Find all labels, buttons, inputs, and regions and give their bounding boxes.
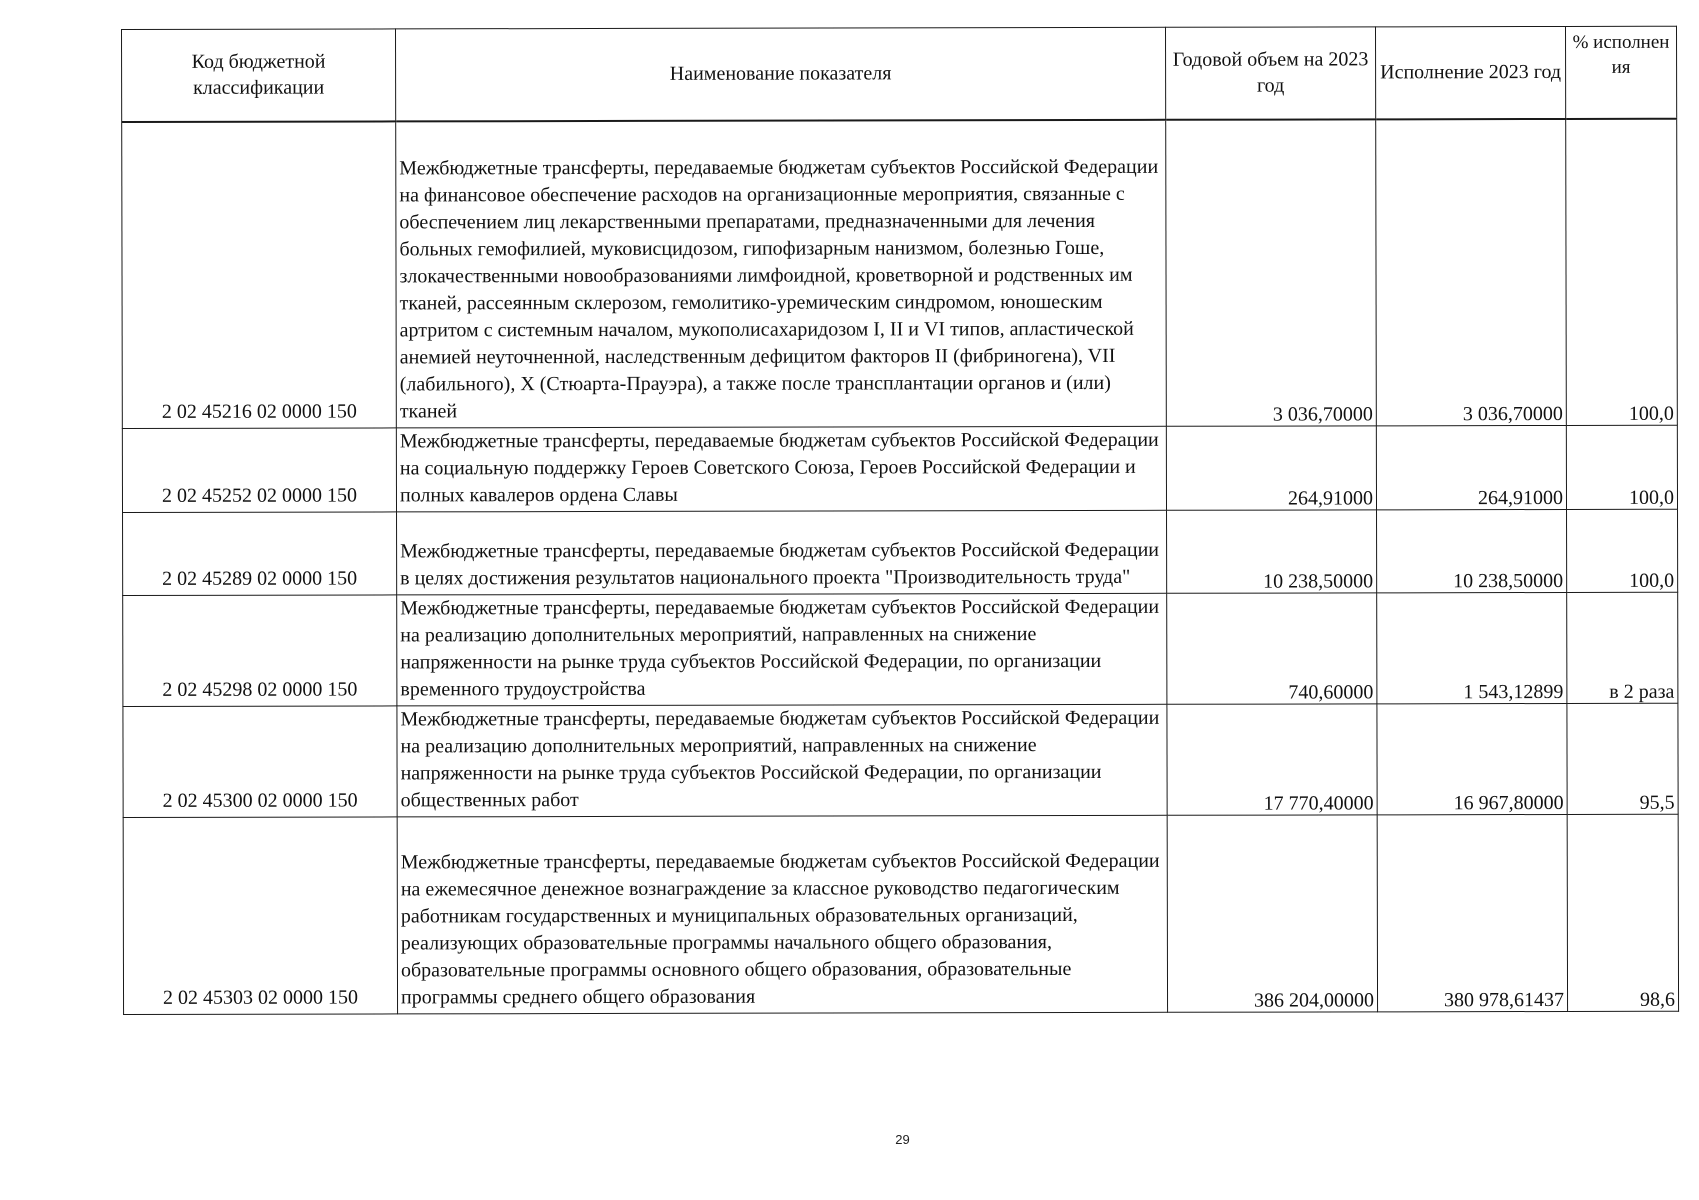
row-code: 2 02 45300 02 0000 150 [123,705,397,817]
row-percent-value: в 2 раза [1609,680,1675,703]
row-code: 2 02 45216 02 0000 150 [122,121,397,428]
row-percent-value: 98,6 [1640,988,1676,1011]
row-execution-value: 16 967,80000 [1453,791,1564,814]
header-code: Код бюджетной классификации [122,29,396,122]
row-execution [1377,703,1567,814]
header-execution: Исполнение 2023 год [1375,26,1565,119]
row-code: 2 02 45289 02 0000 150 [123,511,397,595]
row-percent-value: 100,0 [1629,569,1675,592]
row-code: 2 02 45252 02 0000 150 [122,427,396,512]
table-row [123,703,1678,817]
row-execution [1376,425,1566,509]
row-percent [1566,119,1678,425]
row-execution-value: 1 543,12899 [1463,680,1564,703]
table-header-row [122,26,1677,122]
row-annual-value: 740,60000 [1288,680,1374,704]
row-annual [1167,509,1377,592]
row-execution-value: 264,91000 [1477,486,1564,509]
row-percent [1567,814,1678,1011]
row-annual [1167,703,1377,814]
row-name: Межбюджетные трансферты, передаваемые бюджетам субъектов Российской Федерации на социальную поддержку Героев Советского Союза, Героев Российской Федерации и полных кавалеров ордена Славы [396,426,1166,512]
row-execution-value: 380 978,61437 [1444,988,1565,1011]
row-name: Межбюджетные трансферты, передаваемые бюджетам субъектов Российской Федерации в целях достижения результатов национального проекта "Производительность труда" [397,510,1167,595]
row-annual [1166,425,1376,509]
row-percent [1566,425,1677,509]
table-row [123,592,1678,706]
table-row [122,425,1677,512]
row-percent [1567,592,1678,703]
budget-execution-table [121,26,1679,1015]
table-row [123,814,1678,1014]
row-execution [1377,509,1567,592]
row-execution-value: 10 238,50000 [1453,569,1564,592]
row-name: Межбюджетные трансферты, передаваемые бюджетам субъектов Российской Федерации на финансовое обеспечение расходов на организационные мероприятия, связанные с обеспечением лиц лекарственными препаратами, предназначенными для лечения больных гемофилией, муковисцидозом, гипофизарным нанизмом, болезнью Гоше, злокачественными новообразованиями лимфоидной, кроветворной и родственных им тканей, рассеянным склерозом, гемолитико-уремическим синдромом, юношеским артритом с системным началом, мукополисахаридозом I, II и VI типов, апластической анемией неуточненной, наследственным дефицитом факторов II (фибриногена), VII (лабильного), X (Стюарта-Прауэра), а также после трансплантации органов и (или) тканей [396,120,1167,428]
header-name: Наименование показателя [396,27,1166,121]
table-row [122,119,1678,428]
row-execution [1376,119,1567,425]
row-annual-value: 17 770,40000 [1263,791,1374,815]
row-name: Межбюджетные трансферты, передаваемые бюджетам субъектов Российской Федерации на реализацию дополнительных мероприятий, направленных на снижение напряженности на рынке труда субъектов Российской Федерации, по организации временного трудоустройства [397,593,1167,706]
row-execution [1377,592,1567,703]
table-row [123,509,1678,595]
row-annual [1167,592,1377,703]
row-percent-value: 95,5 [1639,791,1675,814]
page-number: 29 [895,1132,910,1147]
row-execution [1377,814,1567,1011]
row-annual-value: 3 036,70000 [1272,402,1373,426]
row-percent-value: 100,0 [1628,486,1675,509]
row-annual [1167,814,1377,1011]
row-percent [1567,703,1678,814]
row-annual [1166,119,1377,425]
row-percent [1567,509,1678,592]
row-percent-value: 100,0 [1628,402,1674,425]
header-annual-volume: Годовой объем на 2023 год [1165,27,1375,120]
row-code: 2 02 45303 02 0000 150 [123,816,397,1014]
row-name: Межбюджетные трансферты, передаваемые бюджетам субъектов Российской Федерации на ежемесячное денежное вознаграждение за классное руководство педагогическим работникам государственных и муниципальных образовательных организаций, реализующих образовательные программы начального общего образования, образовательные программы основного общего образования, образовательные программы среднего общего образования [397,815,1167,1014]
row-annual-value: 386 204,00000 [1254,988,1375,1012]
row-annual-value: 10 238,50000 [1263,569,1374,593]
header-percent: % исполнен ия [1565,26,1676,119]
row-execution-value: 3 036,70000 [1462,402,1563,425]
row-annual-value: 264,91000 [1287,486,1374,510]
row-name: Межбюджетные трансферты, передаваемые бюджетам субъектов Российской Федерации на реализацию дополнительных мероприятий, направленных на снижение напряженности на рынке труда субъектов Российской Федерации, по организации общественных работ [397,704,1167,817]
row-code: 2 02 45298 02 0000 150 [123,594,397,706]
